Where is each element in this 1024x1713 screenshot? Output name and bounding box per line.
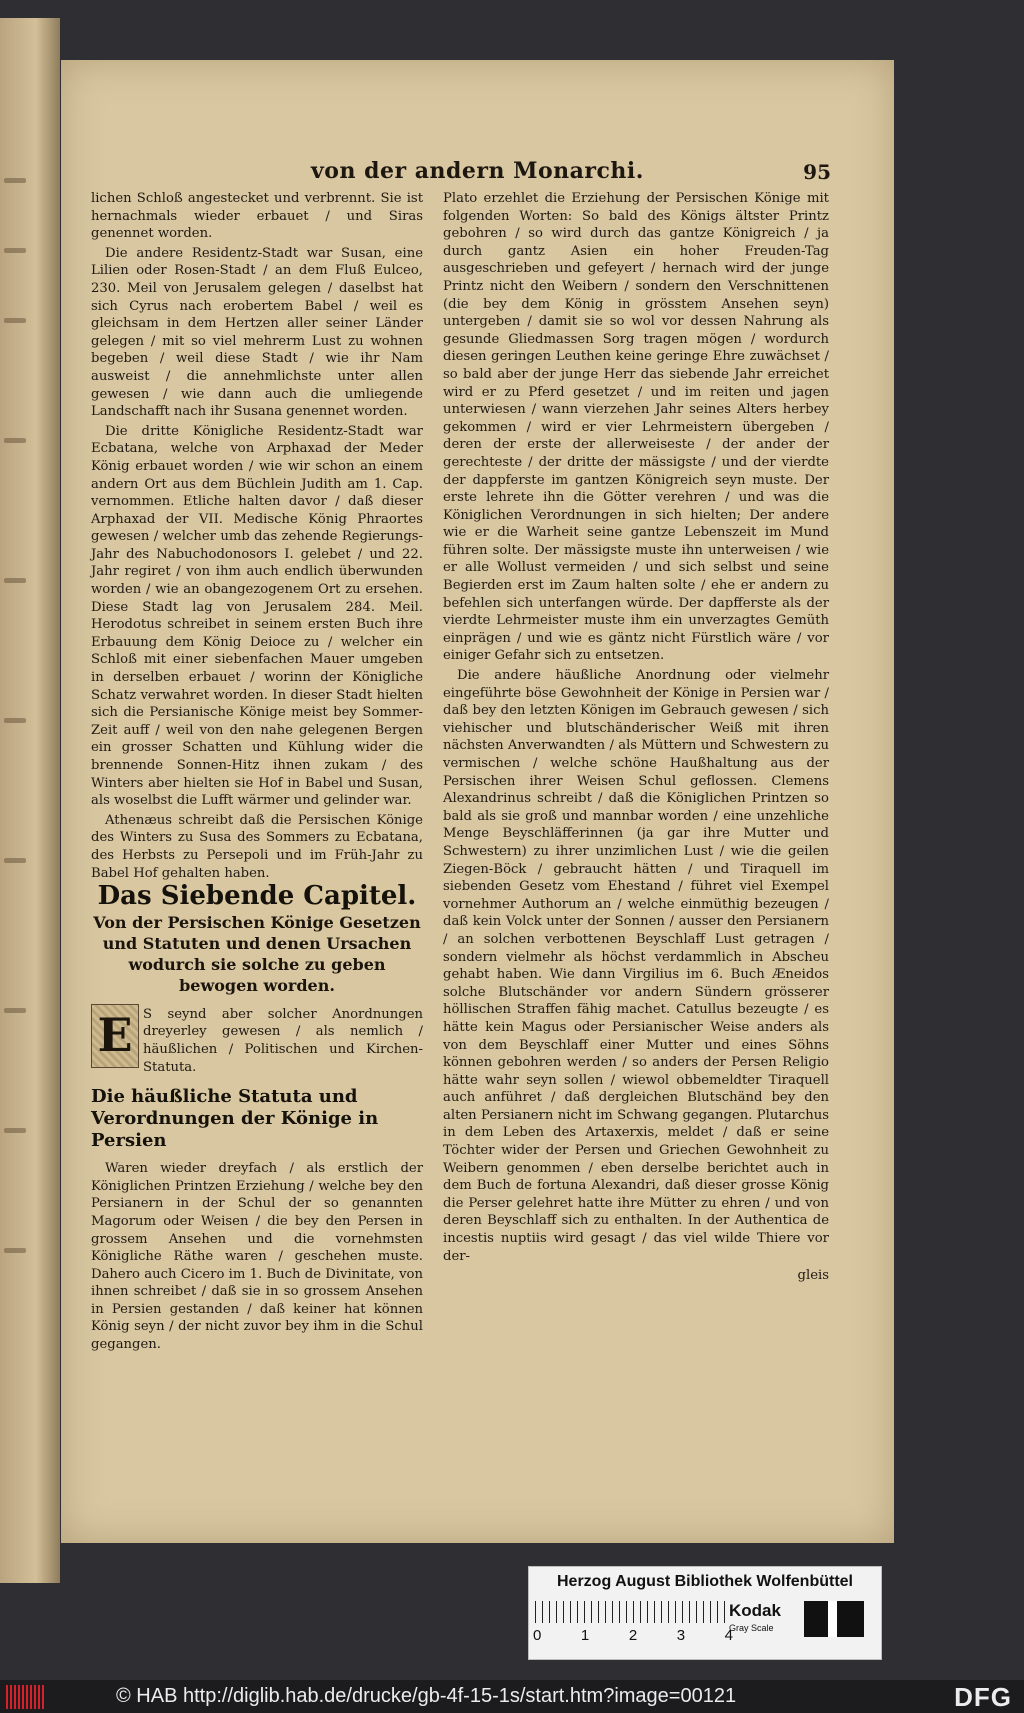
decorated-paragraph (91, 1006, 423, 1076)
left-page-text-fragment (4, 718, 26, 723)
left-column (91, 190, 423, 1356)
chapter-subtitle: Von der Persischen Könige Gesetzen und Statuten und denen Ursachen wodurch sie solche zu geben bewogen worden. (93, 912, 421, 995)
paragraph: Waren wieder dreyfach / als erstlich der Königlichen Printzen Erziehung / welche bey den Persianern in der Schul der so genannten Magorum oder Weisen / die bey den Persen in grossem Ansehen und die vornehmsten Königliche Räthe waren / geschehen muste. Dahero auch Cicero im 1. Buch de Divinitate, von ihnen schreibet / daß sie in so grossem Ansehen in Persien gestanden / daß keiner hat können König seyn / der nicht zuvor bey ihm in die Schul gegangen. (91, 1161, 423, 1353)
left-page-text-fragment (4, 248, 26, 253)
paragraph: S seynd aber solcher Anordnungen dreyerley gewesen / als nemlich / häußlichen / Politischen und Kirchen-Statuta. (143, 1006, 423, 1075)
section-title: Die häußliche Statuta und Verordnungen der Könige in Persien (91, 1086, 379, 1152)
chapter-title: Das Siebende Capitel. (97, 881, 417, 912)
page-number: 95 (803, 160, 831, 184)
footer-copyright-link[interactable]: © HAB http://diglib.hab.de/drucke/gb-4f-15-1s/start.htm?image=00121 (116, 1685, 737, 1707)
document-page (61, 60, 894, 1543)
paragraph: lichen Schloß angestecket und verbrennt. Sie ist hernachmals wieder erbauet / und Siras genennet worden. (91, 191, 423, 242)
paragraph: Die andere häußliche Anordnung oder vielmehr eingeführte böse Gewohnheit der Könige in Persien war / daß bey den letzten Königen im Gebrauch gewesen / sich viehischer und blutschänderischer Weiß mit ihren nächsten Anverwandten / als Müttern und Schwestern zu vermischen / welche schöne Haußhaltung aus der Persischen ihrer Weisen Schul geflossen. Clemens Alexandrinus schreibt / daß die Königlichen Printzen so bald als sie groß und mannbar worden / eine unzehliche Menge Beyschläfferinnen (ja gar ihre Mutter und Schwestern) zu ihrer unzimlichen Lust / wie die geilen Ziegen-Böck / gebraucht hätten / und Tiraquell im siebenden Gesetz vom Ehestand / führet viel Exempel vornehmer Authorum an / welche einmüthig bezeugen / daß kein Volck unter der Sonnen / ausser den Persianern / an solchen verbottenen Beyschlaff Lust getragen / sondern vielmehr als höchst verdammlich in Abscheu gehabt haben. Wie dann Virgilius im 6. Buch Æneidos solche Blutschänder vor andern Sündern grösserer höllischen Straffen fähig machet. Catullus bezeugte / es hätte kein Magus oder Persianischer Weise anders als von dem Beyschlaff einer Mutter und eines Söhns können gebohren werden / so anders der Persen Religio hätte wahr seyn sollen / wiewol obbemeldter Tiraquell auch anführet / daß dergleichen Blutschänd bey den alten Persianern nicht im Schwang gegangen. Plutarchus in dem Leben des Artaxerxis, meldet / daß er seine Töchter wider der Persen und Griechen Gewohnheit zu Weibern genommen / eben derselbe berichtet auch in dem Buch de fortuna Alexandri, daß dieser grosse König die Perser gelehret hatte ihre Mütter zu ehren / und von deren Beyschlaff sich zu enthalten. In der Authentica de incestis nuptiis wird gesagt / das viel wilde Thiere vor der- (443, 668, 829, 1264)
left-page-text-fragment (4, 1128, 26, 1133)
color-checker-target (528, 1566, 882, 1660)
ruler-numbers (533, 1627, 733, 1644)
running-title: von der andern Monarchi. (311, 158, 644, 184)
kodak-brand: Kodak (729, 1601, 781, 1620)
ruler-number: 2 (628, 1627, 638, 1644)
dfg-logo: DFG (954, 1682, 1012, 1712)
paragraph: Athenæus schreibt daß die Persischen Könige des Winters zu Susa des Sommers zu Ecbatana, des Herbsts zu Persepoli und im Früh-Jahr zu Babel Hof gehalten haben. (91, 812, 423, 881)
left-page-text-fragment (4, 1248, 26, 1253)
right-column (443, 190, 829, 1287)
left-page-text-fragment (4, 438, 26, 443)
hab-logo-icon (6, 1685, 46, 1709)
ruler-scale (535, 1601, 725, 1623)
ruler-number: 4 (724, 1627, 733, 1644)
left-page-text-fragment (4, 1008, 26, 1013)
left-page-text-fragment (4, 578, 26, 583)
left-page-text-fragment (4, 318, 26, 323)
left-page-edge (0, 18, 60, 1583)
library-name: Herzog August Bibliothek Wolfenbüttel (557, 1573, 853, 1590)
footer-bar (0, 1680, 1024, 1713)
left-page-text-fragment (4, 858, 26, 863)
paragraph: Die andere Residentz-Stadt war Susan, eine Lilien oder Rosen-Stadt / an dem Fluß Eulceo, 230. Meil von Jerusalem gelegen / daselbst hat sich Cyrus nach erobertem Babel / weil es gleichsam in dem Hertzen aller seiner Länder gelegen / mit so viel mehrerm Lust zu wohnen begeben / weil diese Stadt / wie ihr Nam ausweist / die annehmlichste unter allen gewesen / wie dann auch die umliegende Landschafft nach ihr Susana genennet worden. (91, 245, 423, 420)
gray-scale-swatch (804, 1601, 864, 1637)
paragraph: Die dritte Königliche Residentz-Stadt war Ecbatana, welche von Arphaxad der Meder König erbauet worden / wie wir schon an einem andern Ort aus dem Büchlein Judith am 1. Cap. vernommen. Etliche halten davor / daß dieser Arphaxad der VII. Medische König Phraortes gewesen / welcher umb das zehende Regierungs-Jahr des Nabuchodonosors I. gelebet / und 22. Jahr regiret / von ihm auch endlich überwunden worden / wie an obangezogenem Ort zu ersehen. Diese Stadt lag von Jerusalem 284. Meil. Herodotus schreibet in seinem ersten Buch ihre Erbauung dem König Deioce zu / welcher ein Schloß mit einer siebenfachen Mauer umgeben in derselben erbauet / worinn der Königliche Schatz verwahret worden. In dieser Stadt hielten sich die Persianische Könige meist bey Sommer-Zeit auff / weil von den nahe gelegenen Bergen ein grosser Schatten und Kühlung wider die brennende Sonnen-Hitz ihnen zukam / des Winters aber hielten sie Hof in Babel und Susan, als woselbst die Lufft wärmer und gelinder war. (91, 423, 423, 809)
decorated-initial-letter: E (91, 1004, 139, 1068)
ruler-number: 1 (580, 1627, 590, 1644)
catchword: gleis (797, 1268, 829, 1284)
gray-scale-label: Gray Scale (729, 1623, 774, 1633)
ruler-number: 3 (676, 1627, 686, 1644)
paragraph: Plato erzehlet die Erziehung der Persischen Könige mit folgenden Worten: So bald des Königs ältster Printz gebohren / so wird durch das gantze Königreich / ja durch gantz Asien ein hoher Freuden-Tag ausgeschrieben und gefeyert / hernach wird der junge Printz nicht den Weibern / sondern den Verschnittenen (die bey dem König in grösstem Ansehen seyn) untergeben / damit sie so wol vor dessen Nahrung als gesunde Gliedmassen Sorg tragen mögen / wordurch diesen geringen Leuthen keine geringe Ehre zuwächset / so bald aber der junge Herr das siebende Jahr erreichet wird er zu Pferd gesetzet / und im reiten und jagen unterwiesen / wann vierzehen Jahr seines Alters herbey gekommen / wird er vier Lehrmeistern übergeben / deren der erste der allerweiseste / der ander der gerechteste / der dritte der mässigste / und der vierdte der dappferste im gantzen Königreich seyn muste. Der erste lehrete ihn die Götter verehren / und was die Königlichen Verordnungen in sich hielten; Der andere wie er die Warheit seine gantze Lebenszeit im Mund führen solte. Der mässigste muste ihn unterweisen / wie er alle Wollust vermeiden / und sich selbst und seine Begierden erst im Zaum halten solte / ehe er andern zu befehlen sich unterfangen würde. Der dapfferste als der vierdte Lehrmeister muste ihm ein unverzagtes Gemüth einprägen / und wie es gäntz nicht Fürstlich wäre / vor einiger Gefahr sich zu entsetzen. (443, 191, 829, 664)
ruler-number: 0 (533, 1627, 542, 1644)
left-page-text-fragment (4, 178, 26, 183)
page-header (311, 158, 831, 186)
